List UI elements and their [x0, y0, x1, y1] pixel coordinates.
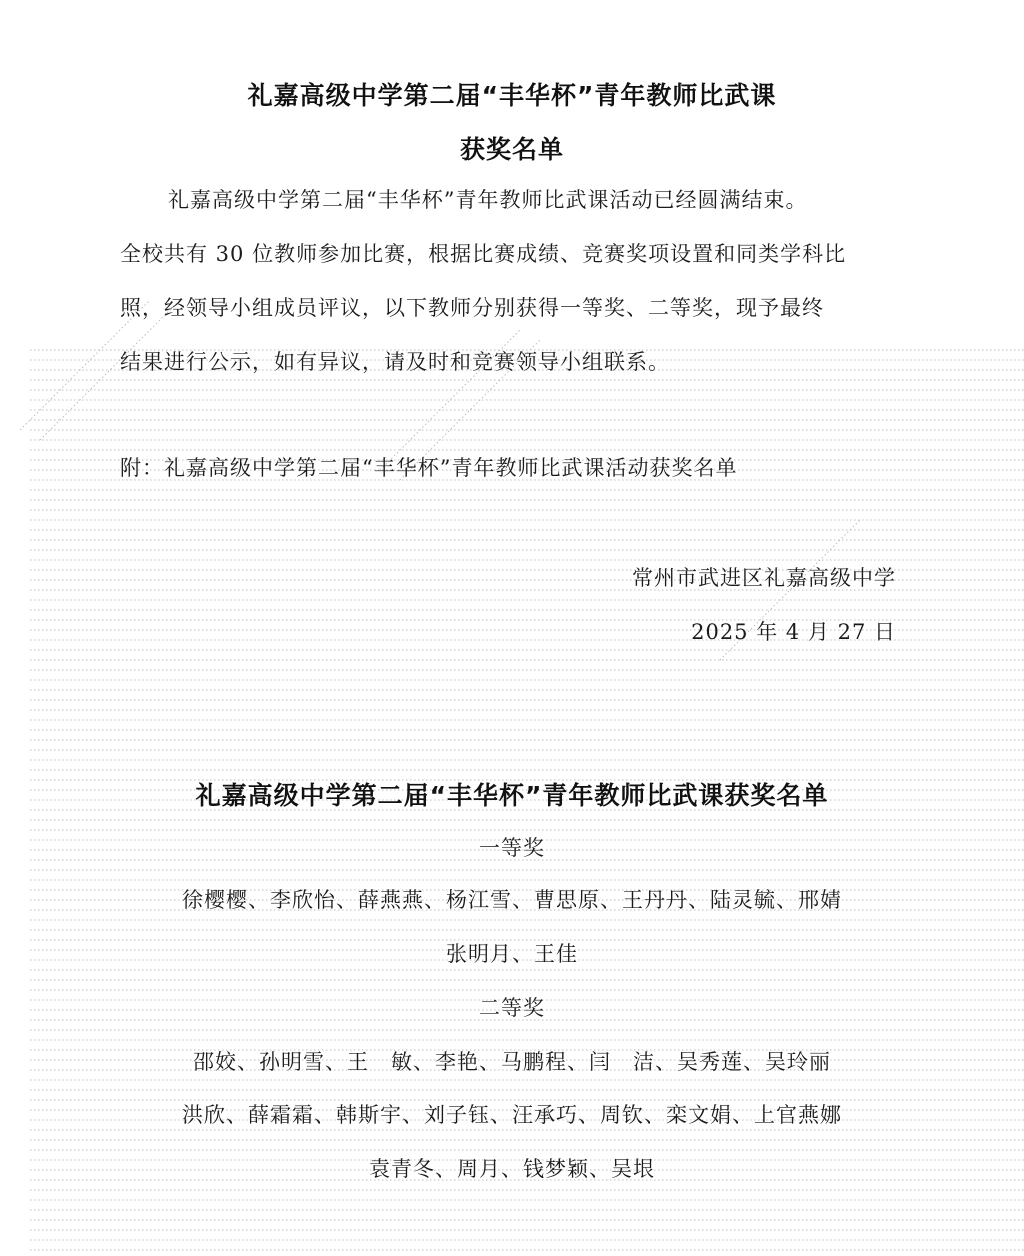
document-title: 礼嘉高级中学第二届“丰华杯”青年教师比武课: [247, 81, 777, 110]
document-subtitle: 获奖名单: [459, 135, 564, 164]
signature-organization: 常州市武进区礼嘉高级中学: [632, 566, 896, 590]
award-list-title: 礼嘉高级中学第二届“丰华杯”青年教师比武课获奖名单: [195, 781, 829, 810]
signature-date: 2025 年 4 月 27 日: [691, 620, 896, 644]
first-prize-heading: 一等奖: [479, 836, 545, 860]
second-prize-winners: 袁青冬、周月、钱梦颖、吴垠: [369, 1157, 655, 1181]
second-prize-winners: 洪欣、薛霜霜、韩斯宇、刘子钰、汪承巧、周钦、栾文娟、上官燕娜: [182, 1103, 842, 1127]
second-prize-heading: 二等奖: [479, 996, 545, 1020]
second-prize-winners: 邵姣、孙明雪、王 敏、李艳、马鹏程、闫 洁、吴秀莲、吴玲丽: [193, 1050, 831, 1074]
first-prize-winners: 徐樱樱、李欣怡、薛燕燕、杨江雪、曹思原、王丹丹、陆灵毓、邢婧: [182, 888, 842, 912]
intro-paragraph-line: 礼嘉高级中学第二届“丰华杯”青年教师比武课活动已经圆满结束。: [168, 188, 808, 212]
intro-paragraph-line: 照，经领导小组成员评议，以下教师分别获得一等奖、二等奖，现予最终: [120, 296, 824, 320]
first-prize-winners: 张明月、王佳: [446, 942, 578, 966]
attachment-note: 附：礼嘉高级中学第二届“丰华杯”青年教师比武课活动获奖名单: [120, 456, 738, 480]
intro-paragraph-line: 结果进行公示，如有异议，请及时和竞赛领导小组联系。: [120, 350, 670, 374]
intro-paragraph-line: 全校共有 30 位教师参加比赛，根据比赛成绩、竞赛奖项设置和同类学科比: [120, 242, 847, 266]
